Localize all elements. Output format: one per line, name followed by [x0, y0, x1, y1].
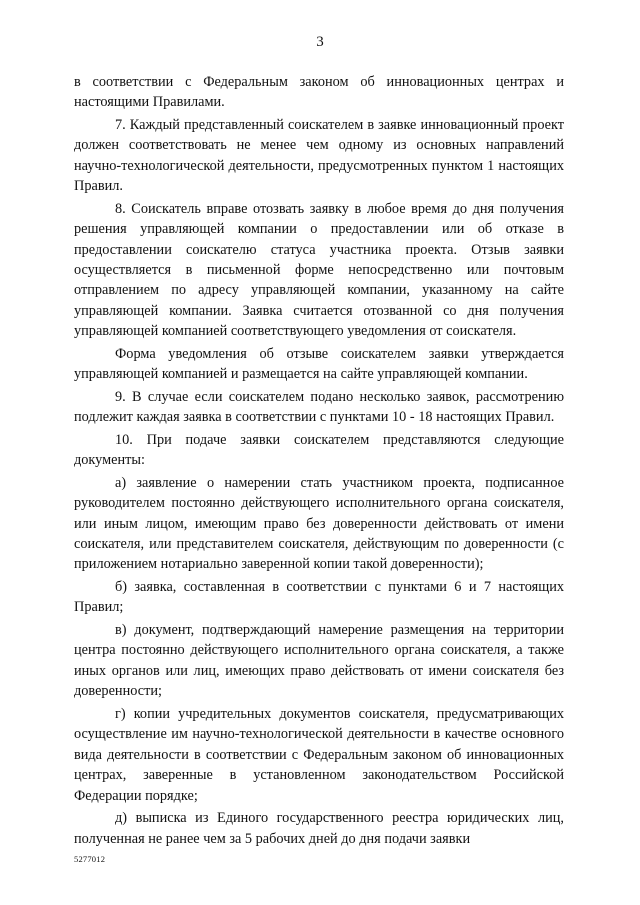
paragraph-item-8: 8. Соискатель вправе отозвать заявку в любое время до дня получения решения управляющей компании о предоставлении или об отказе в предоставлении соискателю статуса участника проекта. Отзыв заявки осуществляется в письменной форме непосредственно или почтовым отправлением по адресу управляющей компании, указанному на сайте управляющей компании. Заявка считается отозванной со дня получения управляющей компанией соответствующего уведомления от соискателя.	[74, 200, 564, 340]
document-body	[74, 72, 564, 851]
paragraph-item-10: 10. При подаче заявки соискателем представляются следующие документы:	[74, 431, 564, 469]
paragraph-subitem-b: б) заявка, составленная в соответствии с пунктами 6 и 7 настоящих Правил;	[74, 579, 564, 616]
paragraph-continuation: в соответствии с Федеральным законом об инновационных центрах и настоящими Правилами.	[74, 74, 564, 111]
paragraph-subitem-d: д) выписка из Единого государственного реестра юридических лиц, полученная не ранее чем за 5 рабочих дней до дня подачи заявки	[74, 810, 564, 847]
page-number: 3	[316, 34, 324, 50]
paragraph-subitem-v: в) документ, подтверждающий намерение размещения на территории центра постоянно действующего исполнительного органа соискателя, а также иных органов или лиц, имеющих право действовать от имени соискателя без доверенности;	[74, 622, 564, 700]
paragraph-subitem-a: а) заявление о намерении стать участником проекта, подписанное руководителем постоянно действующего исполнительного органа соискателя, или иным лицом, имеющим право без доверенности действовать от имени соискателя, или представителем соискателя, действующим по доверенности (с приложением нотариально заверенной копии такой доверенности);	[74, 474, 564, 573]
document-code: 5277012	[74, 854, 106, 864]
paragraph-item-9: 9. В случае если соискателем подано несколько заявок, рассмотрению подлежит каждая заявка в соответствии с пунктами 10 - 18 настоящих Правил.	[74, 388, 564, 426]
paragraph-item-7: 7. Каждый представленный соискателем в заявке инновационный проект должен соответствовать не менее чем одному из основных направлений научно-технологической деятельности, предусмотренных пунктом 1 настоящих Правил.	[74, 117, 564, 195]
paragraph-subitem-g: г) копии учредительных документов соискателя, предусматривающих осуществление им научно-технологической деятельности в качестве основного вида деятельности в соответствии с Федеральным законом об инновационных центрах, заверенные в установленном законодательством Российской Федерации порядке;	[74, 705, 564, 804]
paragraph-withdrawal-form: Форма уведомления об отзыве соискателем заявки утверждается управляющей компанией и размещается на сайте управляющей компании.	[74, 345, 564, 383]
